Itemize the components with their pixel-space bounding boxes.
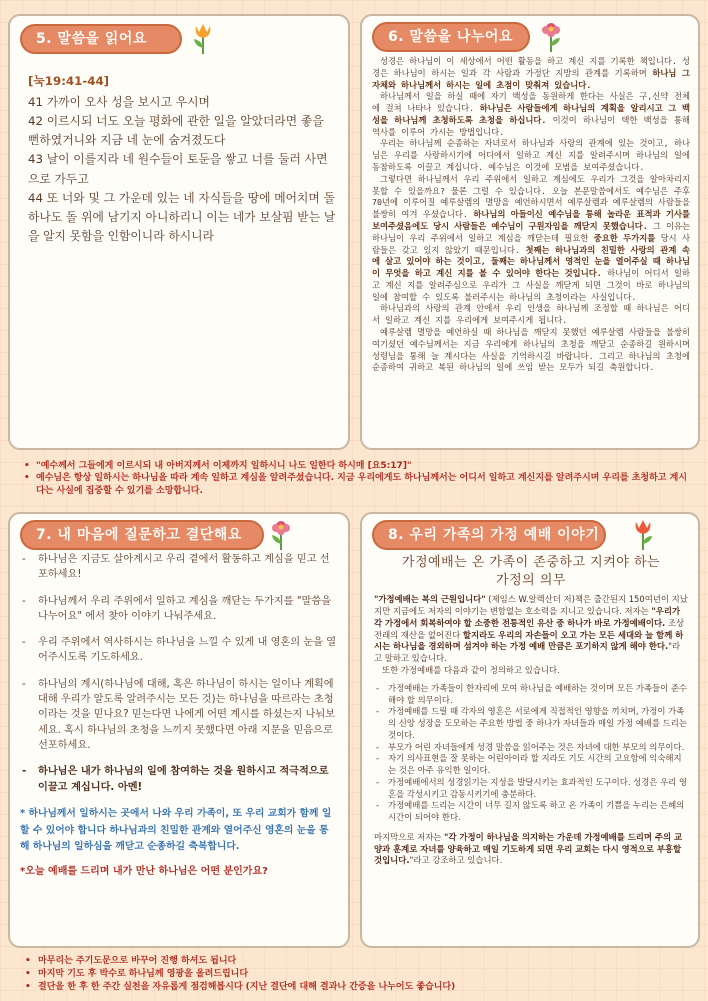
reflection-question: *오늘 예배를 드리며 내가 만난 하나님은 어떤 분인가요? (20, 865, 268, 877)
definition-item: - 가정예배는 가족들이 한자리에 모여 하나님을 예배하는 것이며 모든 가족들이 준수해야 할 의무이다. (376, 682, 688, 705)
instruction-item: • 마지막 기도 후 박수로 하나님께 영광을 올려드립니다 (22, 968, 692, 981)
definition-item: - 가정예배를 드릴 때 각자의 영혼은 서로에게 직접적인 영향을 끼치며, 가정이 가족의 신앙 성장을 도모하는 주요한 방법 중 하나가 자녀들과 매일 가정 예배를 드리는 것이다. (376, 706, 687, 740)
section-read-word (8, 14, 350, 450)
question-item: - 하나님께서 우리 주위에서 일하고 계심을 깨닫는 두가지를 "말씀을 나누어요" 에서 찾아 이야기 나눠주세요. (22, 595, 332, 622)
section-question-decide (8, 512, 350, 948)
definition-item: - 부모가 어린 자녀들에게 성경 말씀을 읽어주는 것은 자녀에 대한 부모의 의무이다. (376, 741, 685, 752)
memory-note: • 예수님은 항상 일하시는 하나님을 따라 계속 일하고 계심을 알려주셨습니다. 지금 우리에게도 하나님께서는 어디서 일하고 계신지를 알려주시며 우리를 초청하고 계시다는 사실에 집중할 수 있기를 소망합니다. (22, 472, 692, 497)
verse-43: 43 날이 이를지라 네 원수들이 토둔을 쌓고 너를 둘러 사면으로 가두고 (28, 152, 328, 186)
flower-icon (538, 18, 564, 54)
worship-closing: 마지막으로 저자는 "각 가정이 하나님을 의지하는 가운데 가정예배를 드리며 주의 교양과 훈계로 자녀를 양육하고 매일 기도하게 되면 우리 교회는 다시 영적으로 부흥할 것입니다."라고 강조하고 있습니다. (374, 831, 683, 866)
verse-44: 44 또 너와 및 그 가운데 있는 네 자식들을 땅에 메어치며 돌 하나도 돌 위에 남기지 아니하리니 이는 네가 보살핌 받는 날을 알지 못함을 인함이니라 하시니라 (28, 190, 336, 243)
memory-verse-notes (22, 460, 692, 497)
section-family-worship (360, 512, 700, 948)
scripture-reference: [눅19:41-44] (28, 74, 110, 88)
flower-icon (268, 516, 294, 552)
blessing-text: * 하나님께서 일하시는 곳에서 나와 우리 가족이, 또 우리 교회가 함께 일할 수 있어야 합니다 하나님과의 친밀한 관계와 열어주신 영혼의 눈을 통해 하나님의 일하심을 깨닫고 순종하길 축복합니다. (20, 807, 332, 853)
tulip-icon (630, 516, 656, 552)
worship-intro: "가정예배는 복의 근원입니다" (제임스 W.알렉산더 저)책은 출간된지 150여년이 지났지만 지금에도 저자의 이야기는 변함없는 호소력을 지니고 있습니다. 저자는 "우리가 각 가정에서 회복하여야 할 소중한 전통적인 유산 중 하나가 바로 가정예배이다. 조상 전래의 재산을 없어진다 할지라도 우리의 자손들이 오고 가는 모든 세대와 늘 함께 하시는 하나님을 경외하며 섬겨야 하는 가정 예배 만큼은 포기하지 않게 해야 한다."라고 말하고 있습니다. 또한 가정예배를 다음과 같이 정의하고 있습니다. (374, 594, 688, 675)
definition-item: - 가정예배에서의 성경읽기는 지성을 발달시키는 효과적인 도구이다. 성경은 우리 영혼을 각성시키고 감동시키기에 충분하다. (376, 776, 688, 799)
section-title: 5. 말씀을 읽어요 (20, 24, 182, 54)
definition-item: - 가정예배를 드리는 시간이 너무 길지 않도록 하고 온 가족이 기쁨을 누리는 은혜의 시간이 되어야 한다. (376, 800, 685, 823)
tulip-icon (190, 20, 216, 56)
definition-item: - 자기 의사표현을 잘 못하는 어린아이라 할 지라도 기도 시간의 고요함에 익숙해지는 것은 아주 유익한 일이다. (376, 753, 682, 776)
declaration-item: - 하나님은 내가 하나님의 일에 참여하는 것을 원하시고 적극적으로 이끌고 계십니다. 아멘! (22, 766, 329, 793)
instruction-item: • 마무리는 주기도문으로 바꾸어 진행 하셔도 됩니다 (22, 955, 692, 968)
section-title: 7. 내 마음에 질문하고 결단해요 (20, 520, 264, 550)
instruction-item: • 결단을 한 후 한 주간 실천을 자유롭게 점검해봅시다 (지난 결단에 대해 결과나 간증을 나누어도 좋습니다) (22, 981, 692, 994)
verse-41: 41 가까이 오사 성을 보시고 우시며 (28, 95, 210, 110)
memory-verse: • "예수께서 그들에게 이르시되 내 아버지께서 이제까지 일하시니 나도 일한다 하시매 [요5:17]" (22, 460, 692, 472)
closing-instructions (22, 955, 692, 994)
section-share-word (360, 14, 700, 450)
sermon-text: 성경은 하나님이 이 세상에서 어떤 활동을 하고 계신 지를 기록한 책입니다. 성경은 하나님이 하시는 일과 각 사람과 가정단 지방의 관계를 기록하며 하나님 그 자체와 하나님께서 하시는 일에 초점이 맞춰져 있습니다. 하나님께서 일을 하실 때에 자기 백성을 동원하게 한다는 사실은 구,신약 전체에 걸쳐 나타나 있습니다. 하나님은 사람들에게 하나님의 계획을 알리시고 그 백성을 하나님께 초청하도록 초청을 하십니다. 이것이 하나님이 택한 백성을 통해 역사를 이루어 가시는 방법입니다. 우리는 하나님께 순종하는 자녀로서 하나님과 사랑의 관계에 있는 것이고, 하나님은 우리를 사랑하시기에 어디에서 일하고 계신 지를 알려주시며 하나님의 일에 동참하도록 이끌고 계십니다. 예수님은 이것에 모범을 보여주셨습니다. 그렇다면 하나님께서 우리 주위에서 일하고 계심에도 우리가 그것을 알아차리지 못할 수 있을까요? 물론 그럴 수 있습니다. 오늘 본문말씀에서도 예수님은 주후 70년에 이루어질 예루살렘의 멸망을 예언하시면서 예루살렘과 예루살렘의 사람들을 불쌍히 여겨 우셨습니다. 하나님의 아들이신 예수님을 통해 놀라운 표적과 기사를 보여주셨음에도 당시 사람들은 예수님이 구원자임을 깨닫지 못했습니다. 그 이유는 하나님이 우리 주위에서 일하고 계심을 깨닫는데 필요한 중요한 두가지를 당시 사람들은 갖고 있지 않았기 때문입니다. 첫째는 하나님과의 친밀한 사랑의 관계 속에 살고 있어야 하는 것이고, 둘째는 하나님께서 영적인 눈을 열어주실 때 하나님이 무엇을 하고 계신 지를 볼 수 있어야 한다는 것입니다. 하나님이 어디서 일하고 계신 지를 알려주심으로 우리가 그 사실을 깨닫게 되면 그것이 바로 하나님의 일에 참여할 수 있도록 불러주시는 하나님의 초청이라는 사실입니다. 하나님과의 사랑의 관계 안에서 우리 인생을 하나님께 조정할 때 하나님은 어디서 일하고 계신 지를 우리에게 보여주시게 됩니다. 예루살렘 멸망을 예언하실 때 하나님을 깨닫지 못했던 예루살렘 사람들을 불쌍히 여기셨던 예수님께서는 지금 우리에게 하나님의 초청을 깨닫고 순종하길 원하시며 성령님을 통해 늘 계시다는 사실을 기억하시길 바랍니다. 그리고 하나님의 초청에 순종하여 귀하고 복된 하나님의 일에 쓰임 받는 모두가 되길 축원합니다. (372, 56, 691, 373)
question-item: - 우리 주위에서 역사하시는 하나님을 느낄 수 있게 내 영혼의 눈을 열어주시도록 기도하세요. (22, 637, 337, 664)
verse-42: 42 이르시되 너도 오늘 평화에 관한 일을 알았더라면 좋을 뻔하였거니와 지금 네 눈에 숨겨졌도다 (28, 114, 324, 148)
worship-heading: 가정예배는 온 가족이 존중하고 지켜야 하는 가정의 의무 (401, 555, 661, 589)
section-title: 6. 말씀을 나누어요 (372, 22, 530, 52)
section-title: 8. 우리 가족의 가정 예배 이야기 (372, 520, 606, 550)
question-item: - 하나님은 지금도 살아계시고 우리 곁에서 활동하고 계심을 믿고 선포하세요! (22, 554, 330, 581)
question-item: - 하나님의 계시(하나님에 대해, 혹은 하나님이 하시는 일이나 계획에 대해 우리가 알도록 알려주시는 모든 것)는 하나님을 따르라는 초청이라는 것을 믿나요? 믿는다면 나에게 어떤 계시를 하셨는지 나눠보세요. 혹시 하나님의 초청을 느끼지 못했다면 아래 지문을 믿음으로 선포하세요. (22, 678, 336, 751)
